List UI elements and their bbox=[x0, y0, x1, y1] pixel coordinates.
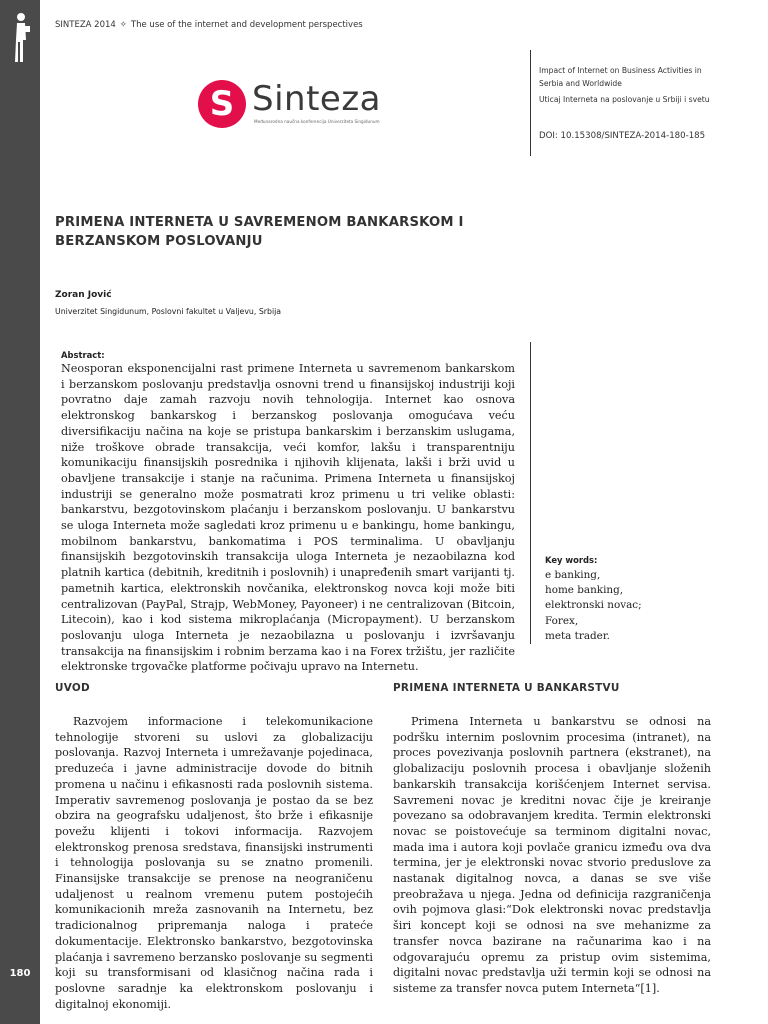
paragraph: Razvojem informacione i telekomunikacione tehnologije stvoreni su uslovi za globalizaciju poslovanja. Razvoj Interneta i umrežavanje pojedinaca, preduzeća i javne administracije dovode do bitnih promena u načinu i efikasnosti rada poslovnih sistema. Imperativ savremenog poslovanja je postao da se bez obzira na geografsku udaljenost, što brže i efikasnije povežu klijenti i tokovi informacija. Razvojem elektronskog prenosa sredstava, finansijski instrumenti i tehnologija poslovanja su se znatno promenili. Finansijske transakcije se prenose na neograničenu udaljenost u realnom vremenu putem postojećih komunikacionih mreža zasnovanih na Internetu, bez tradicionalnog pripremanja naloga i prateće dokumentacije. Elektronsko bankarstvo, bezgotovinska plaćanja i savremeno berzansko poslovanje su segmenti koji su transformisani od klasičnog načina rada i poslovne saradnje ka elektronskom poslovanju i digitalnoj ekonomiji. bbox=[55, 715, 373, 1011]
keyword-item: elektronski novac; bbox=[545, 599, 642, 612]
section-text-uvod bbox=[55, 714, 373, 1012]
keywords-label: Key words: bbox=[545, 555, 598, 565]
reading-figure-icon bbox=[11, 12, 31, 64]
abstract-text: Neosporan eksponencijalni rast primene Interneta u savremenom bankarskom i berzanskom poslovanju predstavlja osnovni trend u finansijskoj industriji koji povratno daje zamah razvoju novih tehnologija. Internet kao osnova elektronskog bankarskog i berzanskog poslovanja omogućava veću diversifikaciju načina na koje se pristupa bankarskim i berzanskim uslugama, niže troškove obrade transakcija, veći komfor, lakšu i transparentniju komunikaciju finansijskih posrednika i njihovih klijenata, lakši i brži uvid u obavljene transakcije i stanje na računima. Primena Interneta u finansijskoj industriji se generalno može posmatrati kroz primenu u tri velike oblasti: bankarstvu, bezgotovinskom plaćanju i berzanskom poslovanju. U bankarstvu se uloga Interneta može sagledati kroz primenu u e bankingu, home bankingu, mobilnom bankarstvu, bankomatima i POS terminalima. U obavljanju finansijskih bezgotovinskih transakcija uloga Interneta je nezaobilazna kod platnih kartica (debitnih, kreditnih i poslovnih) i unapređenih smart varijanti tj. pametnih kartica, elektronskih novčanika, elektronskog novca koji može biti centralizovan (PayPal, Strajp, WebMoney, Payoneer) i ne centralizovan (Bitcoin, Litecoin), kao i kod sistema mikroplaćanja (Micropayment). U berzanskom poslovanju uloga Interneta je nezaobilazna u poslovanju i izvršavanju transakcija na finansijskim i robnim berzama kao i na Forex tržištu, jer različite elektronske trgovačke platforme počivaju upravo na Internetu. bbox=[61, 362, 515, 674]
keywords-list bbox=[545, 568, 642, 644]
article-meta bbox=[539, 64, 719, 109]
abstract-divider bbox=[530, 342, 531, 644]
logo-letter: S bbox=[209, 84, 235, 124]
title-english: Impact of Internet on Business Activities in Serbia and Worldwide bbox=[539, 66, 702, 88]
meta-divider bbox=[530, 50, 531, 156]
paragraph: Primena Interneta u bankarstvu se odnosi na podršku internim poslovnim procesima (intranet), na proces povezivanja poslovnih partnera (ekstranet), na globalizaciju poslovnih procesa i obavljanje složenih bankarskih transakcija korišćenjem Internet servisa. Savremeni novac je kreditni novac čije je kreiranje povezano sa odobravanjem kredita. Termin elektronski novac se poistovećuje sa terminom digitalni novac, mada ima i autora koji povlače granicu između ova dva termina, jer je elektronski novac stvorio preduslove za nastanak digitalnog novca, a danas se sve više preobražava u njega. Jedna od definicija razgraničenja ovih pojmova glasi:“Dok elektronski novac predstavlja širi koncept koji se odnosi na sve mehanizme za transfer novca bazirane na računarima kao i na odgovarajuću opremu za pristup ovim sistemima, digitalni novac predstavlja uži termin koji se odnosi na sisteme za transfer novca putem Interneta“[1]. bbox=[393, 715, 711, 995]
conference-subtitle: The use of the internet and development perspectives bbox=[130, 20, 363, 30]
abstract-label: Abstract: bbox=[61, 350, 105, 360]
keyword-item: meta trader. bbox=[545, 629, 610, 642]
author-name: Zoran Jović bbox=[55, 290, 112, 300]
keyword-item: e banking, bbox=[545, 569, 601, 581]
page-sidebar bbox=[0, 0, 40, 1024]
conference-name: SINTEZA 2014 bbox=[55, 20, 116, 30]
sinteza-logo bbox=[198, 77, 398, 131]
page-number: 180 bbox=[9, 968, 31, 979]
section-text-bankarstvo bbox=[393, 714, 711, 997]
keyword-item: Forex, bbox=[545, 614, 579, 627]
section-heading-uvod: UVOD bbox=[55, 682, 90, 694]
article-title: PRIMENA INTERNETA U SAVREMENOM BANKARSKOM I BERZANSKOM POSLOVANJU bbox=[55, 215, 464, 249]
title-serbian: Uticaj Interneta na poslovanje u Srbiji i svetu bbox=[539, 95, 710, 104]
section-heading-bankarstvo: PRIMENA INTERNETA U BANKARSTVU bbox=[393, 682, 620, 694]
keyword-item: home banking, bbox=[545, 584, 624, 597]
diamond-separator-icon: ✧ bbox=[119, 20, 127, 30]
logo-tagline: Međunarodna naučna konferencija Univerziteta Singidunum bbox=[254, 119, 380, 124]
doi: DOI: 10.15308/SINTEZA-2014-180-185 bbox=[539, 131, 706, 141]
logo-name: Sinteza bbox=[252, 79, 382, 119]
author-affiliation: Univerzitet Singidunum, Poslovni fakultet u Valjevu, Srbija bbox=[55, 307, 282, 316]
running-header bbox=[55, 20, 363, 30]
